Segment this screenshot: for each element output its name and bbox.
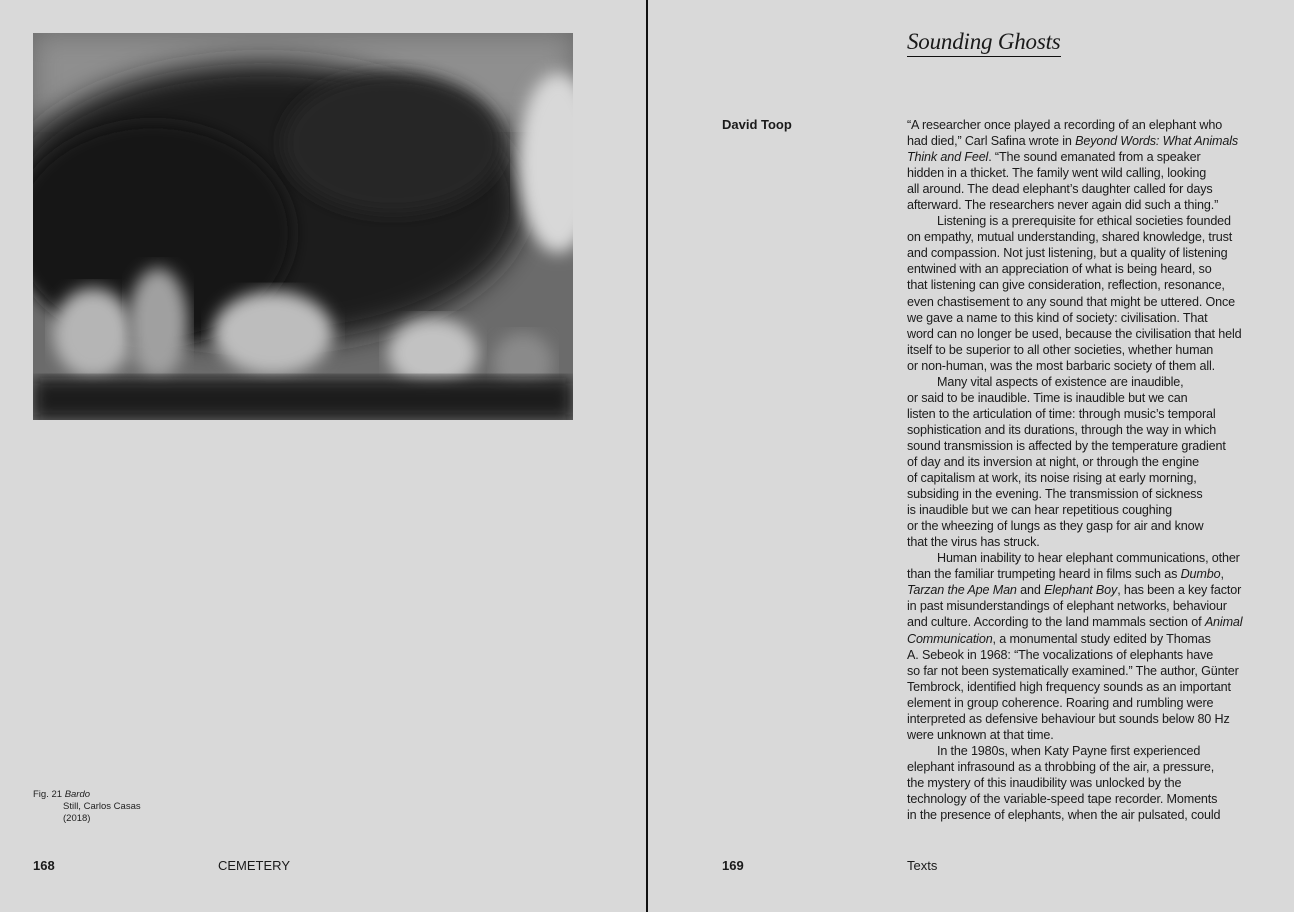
body-line: In the 1980s, when Katy Payne first experienced: [937, 743, 1201, 758]
body-line: elephant infrasound as a throbbing of the air, a pressure,: [907, 759, 1215, 774]
body-line: technology of the variable-speed tape recorder. Moments: [907, 791, 1218, 806]
body-line: even chastisement to any sound that might be uttered. Once: [907, 294, 1236, 309]
body-line: in the presence of elephants, when the air pulsated, could: [907, 808, 1221, 823]
left-page-number: 168: [33, 858, 55, 873]
body-line: in past misunderstandings of elephant networks, behaviour: [907, 599, 1227, 614]
body-line: word can no longer be used, because the civilisation that held: [907, 326, 1242, 341]
body-line: afterward. The researchers never again did such a thing.”: [907, 198, 1219, 213]
figure-label: Fig. 21 Bardo: [33, 789, 91, 800]
blurred-elephant-image: [33, 33, 573, 420]
body-line: all around. The dead elephant’s daughter called for days: [907, 182, 1213, 197]
body-line: and culture. According to the land mammals section of Animal: [907, 615, 1243, 630]
body-line: on empathy, mutual understanding, shared knowledge, trust: [907, 230, 1233, 245]
body-line: Tarzan the Ape Man and Elephant Boy, has been a key factor: [907, 583, 1242, 598]
body-line: and compassion. Not just listening, but a quality of listening: [907, 246, 1228, 261]
figure-credit: Still, Carlos Casas: [63, 801, 141, 812]
body-line: Many vital aspects of existence are inaudible,: [937, 374, 1184, 389]
body-line: we gave a name to this kind of society: civilisation. That: [907, 310, 1208, 325]
body-line: or non-human, was the most barbaric society of them all.: [907, 358, 1215, 373]
article-title: Sounding Ghosts: [907, 28, 1061, 57]
body-line: than the familiar trumpeting heard in films such as Dumbo,: [907, 567, 1224, 582]
body-line: or said to be inaudible. Time is inaudible but we can: [907, 390, 1188, 405]
body-line: “A researcher once played a recording of an elephant who: [907, 118, 1223, 132]
page-gutter: [646, 0, 648, 912]
body-line: that listening can give consideration, reflection, resonance,: [907, 278, 1225, 293]
right-page-number: 169: [722, 858, 744, 873]
body-line: Think and Feel. “The sound emanated from a speaker: [907, 150, 1201, 165]
article-author: David Toop: [722, 117, 792, 132]
body-line: hidden in a thicket. The family went wild calling, looking: [907, 166, 1207, 181]
body-line: of capitalism at work, its noise rising at early morning,: [907, 471, 1197, 486]
body-line: so far not been systematically examined.” The author, Günter: [907, 663, 1239, 678]
body-line: sophistication and its durations, through the way in which: [907, 422, 1217, 437]
body-line: Listening is a prerequisite for ethical societies founded: [937, 214, 1231, 229]
body-line: Human inability to hear elephant communications, other: [937, 551, 1240, 566]
right-running-head: Texts: [907, 858, 938, 873]
body-line: itself to be superior to all other societies, whether human: [907, 342, 1214, 357]
body-line: interpreted as defensive behaviour but sounds below 80 Hz: [907, 711, 1230, 726]
film-still-photo: [33, 33, 573, 420]
body-line: had died,” Carl Safina wrote in Beyond Words: What Animals: [907, 134, 1239, 149]
body-line: listen to the articulation of time: through music’s temporal: [907, 406, 1216, 421]
figure-year: (2018): [63, 813, 91, 824]
body-line: of day and its inversion at night, or through the engine: [907, 454, 1199, 469]
body-line: that the virus has struck.: [907, 535, 1040, 550]
left-running-head: CEMETERY: [218, 858, 290, 873]
body-line: or the wheezing of lungs as they gasp for air and know: [907, 519, 1204, 534]
body-line: the mystery of this inaudibility was unlocked by the: [907, 775, 1182, 790]
body-line: element in group coherence. Roaring and rumbling were: [907, 695, 1214, 710]
body-line: is inaudible but we can hear repetitious coughing: [907, 503, 1172, 518]
body-line: Tembrock, identified high frequency sounds as an important: [907, 679, 1231, 694]
body-line: entwined with an appreciation of what is being heard, so: [907, 262, 1212, 277]
article-body: [907, 117, 1277, 823]
body-line: Communication, a monumental study edited by Thomas: [907, 631, 1211, 646]
body-line: A. Sebeok in 1968: “The vocalizations of elephants have: [907, 647, 1214, 662]
body-line: were unknown at that time.: [907, 727, 1054, 742]
body-line: subsiding in the evening. The transmission of sickness: [907, 487, 1203, 502]
body-line: sound transmission is affected by the temperature gradient: [907, 438, 1226, 453]
figure-caption: [33, 789, 141, 825]
